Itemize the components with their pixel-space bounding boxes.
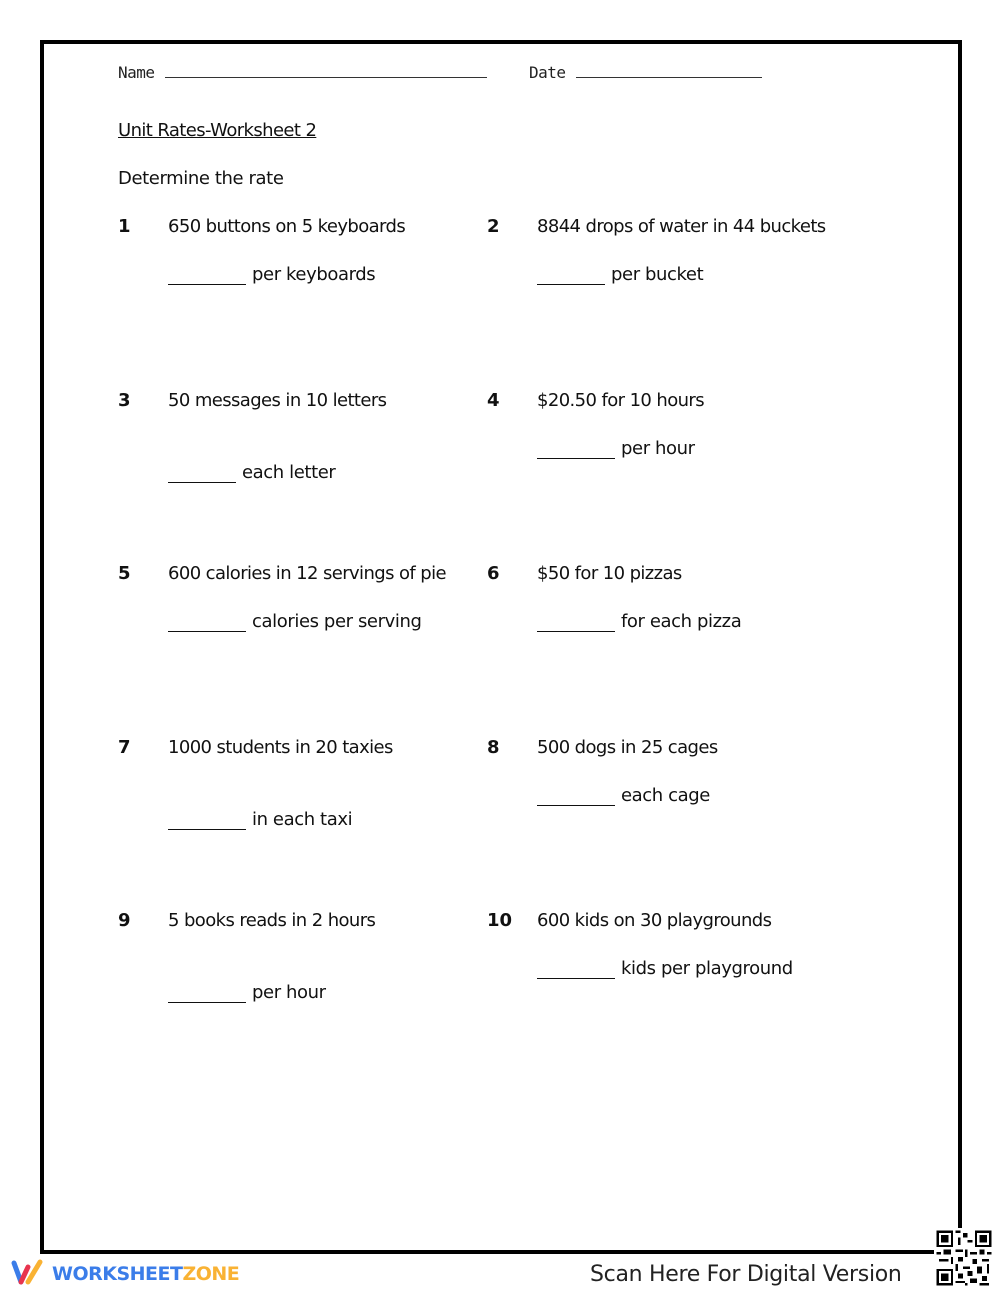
answer-suffix: per keyboards [252, 264, 376, 285]
question-text: 600 kids on 30 playgrounds [537, 910, 772, 931]
answer-line[interactable] [168, 611, 421, 632]
answer-blank[interactable] [168, 613, 246, 632]
question-number: 9 [118, 910, 131, 931]
question-number: 2 [487, 216, 500, 237]
answer-line[interactable] [537, 785, 710, 806]
date-line [576, 63, 762, 78]
answer-suffix: per bucket [611, 264, 704, 285]
name-line [165, 63, 487, 78]
question-number: 5 [118, 563, 131, 584]
answer-blank[interactable] [168, 984, 246, 1003]
answer-blank[interactable] [168, 464, 236, 483]
question-number: 10 [487, 910, 513, 931]
answer-blank[interactable] [537, 960, 615, 979]
question-text: 8844 drops of water in 44 buckets [537, 216, 826, 237]
question-number: 6 [487, 563, 500, 584]
question-text: $50 for 10 pizzas [537, 563, 682, 584]
question-number: 7 [118, 737, 131, 758]
worksheet-title: Unit Rates-Worksheet 2 [118, 120, 317, 141]
answer-line[interactable] [537, 958, 793, 979]
answer-blank[interactable] [537, 440, 615, 459]
answer-suffix: each cage [621, 785, 710, 806]
answer-line[interactable] [168, 809, 352, 830]
answer-line[interactable] [168, 462, 335, 483]
question-number: 4 [487, 390, 500, 411]
brand-part-1: WORKSHEET [52, 1263, 183, 1285]
answer-line[interactable] [537, 611, 741, 632]
answer-blank[interactable] [168, 811, 246, 830]
question-number: 1 [118, 216, 131, 237]
qr-code-icon[interactable] [934, 1228, 994, 1288]
answer-blank[interactable] [537, 266, 605, 285]
answer-suffix: for each pizza [621, 611, 742, 632]
logo-w-icon [10, 1258, 46, 1290]
question-text: 500 dogs in 25 cages [537, 737, 718, 758]
answer-blank[interactable] [537, 613, 615, 632]
brand-part-2: ZONE [182, 1263, 240, 1285]
name-field[interactable] [118, 63, 487, 82]
answer-line[interactable] [537, 438, 695, 459]
answer-suffix: per hour [252, 982, 326, 1003]
logo-text [52, 1263, 239, 1285]
answer-line[interactable] [537, 264, 703, 285]
answer-line[interactable] [168, 264, 375, 285]
question-text: 650 buttons on 5 keyboards [168, 216, 406, 237]
date-field[interactable] [529, 63, 762, 82]
question-text: 50 messages in 10 letters [168, 390, 387, 411]
question-text: 5 books reads in 2 hours [168, 910, 376, 931]
answer-suffix: each letter [242, 462, 336, 483]
answer-blank[interactable] [537, 787, 615, 806]
question-number: 3 [118, 390, 131, 411]
answer-suffix: calories per serving [252, 611, 422, 632]
answer-suffix: kids per playground [621, 958, 793, 979]
instruction: Determine the rate [118, 168, 284, 189]
answer-suffix: in each taxi [252, 809, 353, 830]
question-text: $20.50 for 10 hours [537, 390, 705, 411]
date-label: Date [529, 63, 566, 82]
question-number: 8 [487, 737, 500, 758]
scan-text: Scan Here For Digital Version [590, 1262, 902, 1287]
name-label: Name [118, 63, 155, 82]
question-text: 600 calories in 12 servings of pie [168, 563, 446, 584]
answer-suffix: per hour [621, 438, 695, 459]
question-text: 1000 students in 20 taxies [168, 737, 393, 758]
answer-blank[interactable] [168, 266, 246, 285]
answer-line[interactable] [168, 982, 326, 1003]
worksheetzone-logo[interactable] [10, 1258, 239, 1290]
